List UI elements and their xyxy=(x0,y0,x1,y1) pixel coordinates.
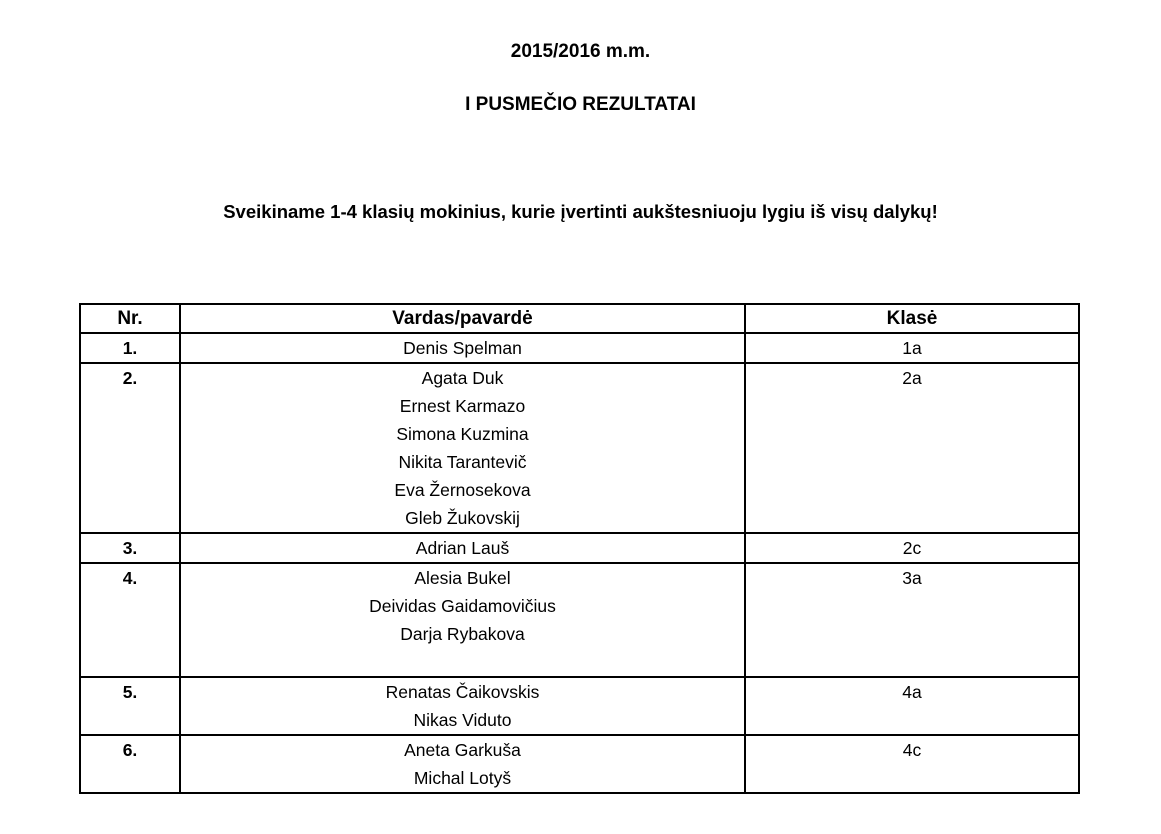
student-name: Darja Rybakova xyxy=(400,624,525,644)
congratulations-text: Sveikiname 1-4 klasių mokinius, kurie įvertinti aukštesniuoju lygiu iš visų dalykų! xyxy=(223,201,938,222)
table-row xyxy=(80,677,1079,735)
table-row xyxy=(80,363,1079,533)
row-number: 1. xyxy=(80,333,180,363)
student-name: Eva Žernosekova xyxy=(394,480,531,500)
class-cell: 1a xyxy=(745,333,1079,363)
table-row xyxy=(80,533,1079,563)
student-name: Denis Spelman xyxy=(403,338,522,358)
row-number: 6. xyxy=(80,735,180,793)
table-row xyxy=(80,333,1079,363)
table-row xyxy=(80,563,1079,677)
class-cell: 4a xyxy=(745,677,1079,735)
student-name: Nikita Tarantevič xyxy=(398,452,527,472)
student-names xyxy=(180,677,745,735)
student-name: Deividas Gaidamovičius xyxy=(369,596,556,616)
student-name: Ernest Karmazo xyxy=(399,396,526,416)
student-names xyxy=(180,563,745,677)
student-name: Agata Duk xyxy=(421,368,504,388)
row-number: 5. xyxy=(80,677,180,735)
student-names xyxy=(180,333,745,363)
student-names xyxy=(180,735,745,793)
class-cell: 4c xyxy=(745,735,1079,793)
student-name: Aneta Garkuša xyxy=(404,740,521,760)
class-cell: 2a xyxy=(745,363,1079,533)
student-name: Adrian Lauš xyxy=(415,538,510,558)
column-header-nr: Nr. xyxy=(80,304,180,333)
student-names xyxy=(180,533,745,563)
results-title: I PUSMEČIO REZULTATAI xyxy=(465,94,696,115)
student-name: Simona Kuzmina xyxy=(396,424,529,444)
column-header-class: Klasė xyxy=(745,304,1079,333)
student-name: Alesia Bukel xyxy=(414,568,511,588)
row-number: 3. xyxy=(80,533,180,563)
table-header-row xyxy=(80,304,1079,333)
row-number: 4. xyxy=(80,563,180,677)
class-cell: 2c xyxy=(745,533,1079,563)
student-name: Nikas Viduto xyxy=(413,710,512,730)
student-name: Gleb Žukovskij xyxy=(405,508,520,528)
school-year-heading: 2015/2016 m.m. xyxy=(510,41,651,62)
column-header-name: Vardas/pavardė xyxy=(180,304,745,333)
student-name: Renatas Čaikovskis xyxy=(385,682,540,702)
student-name: Michal Lotyš xyxy=(413,768,512,788)
student-names xyxy=(180,363,745,533)
table-row xyxy=(80,735,1079,793)
row-number: 2. xyxy=(80,363,180,533)
class-cell: 3a xyxy=(745,563,1079,677)
results-table xyxy=(79,303,1080,794)
